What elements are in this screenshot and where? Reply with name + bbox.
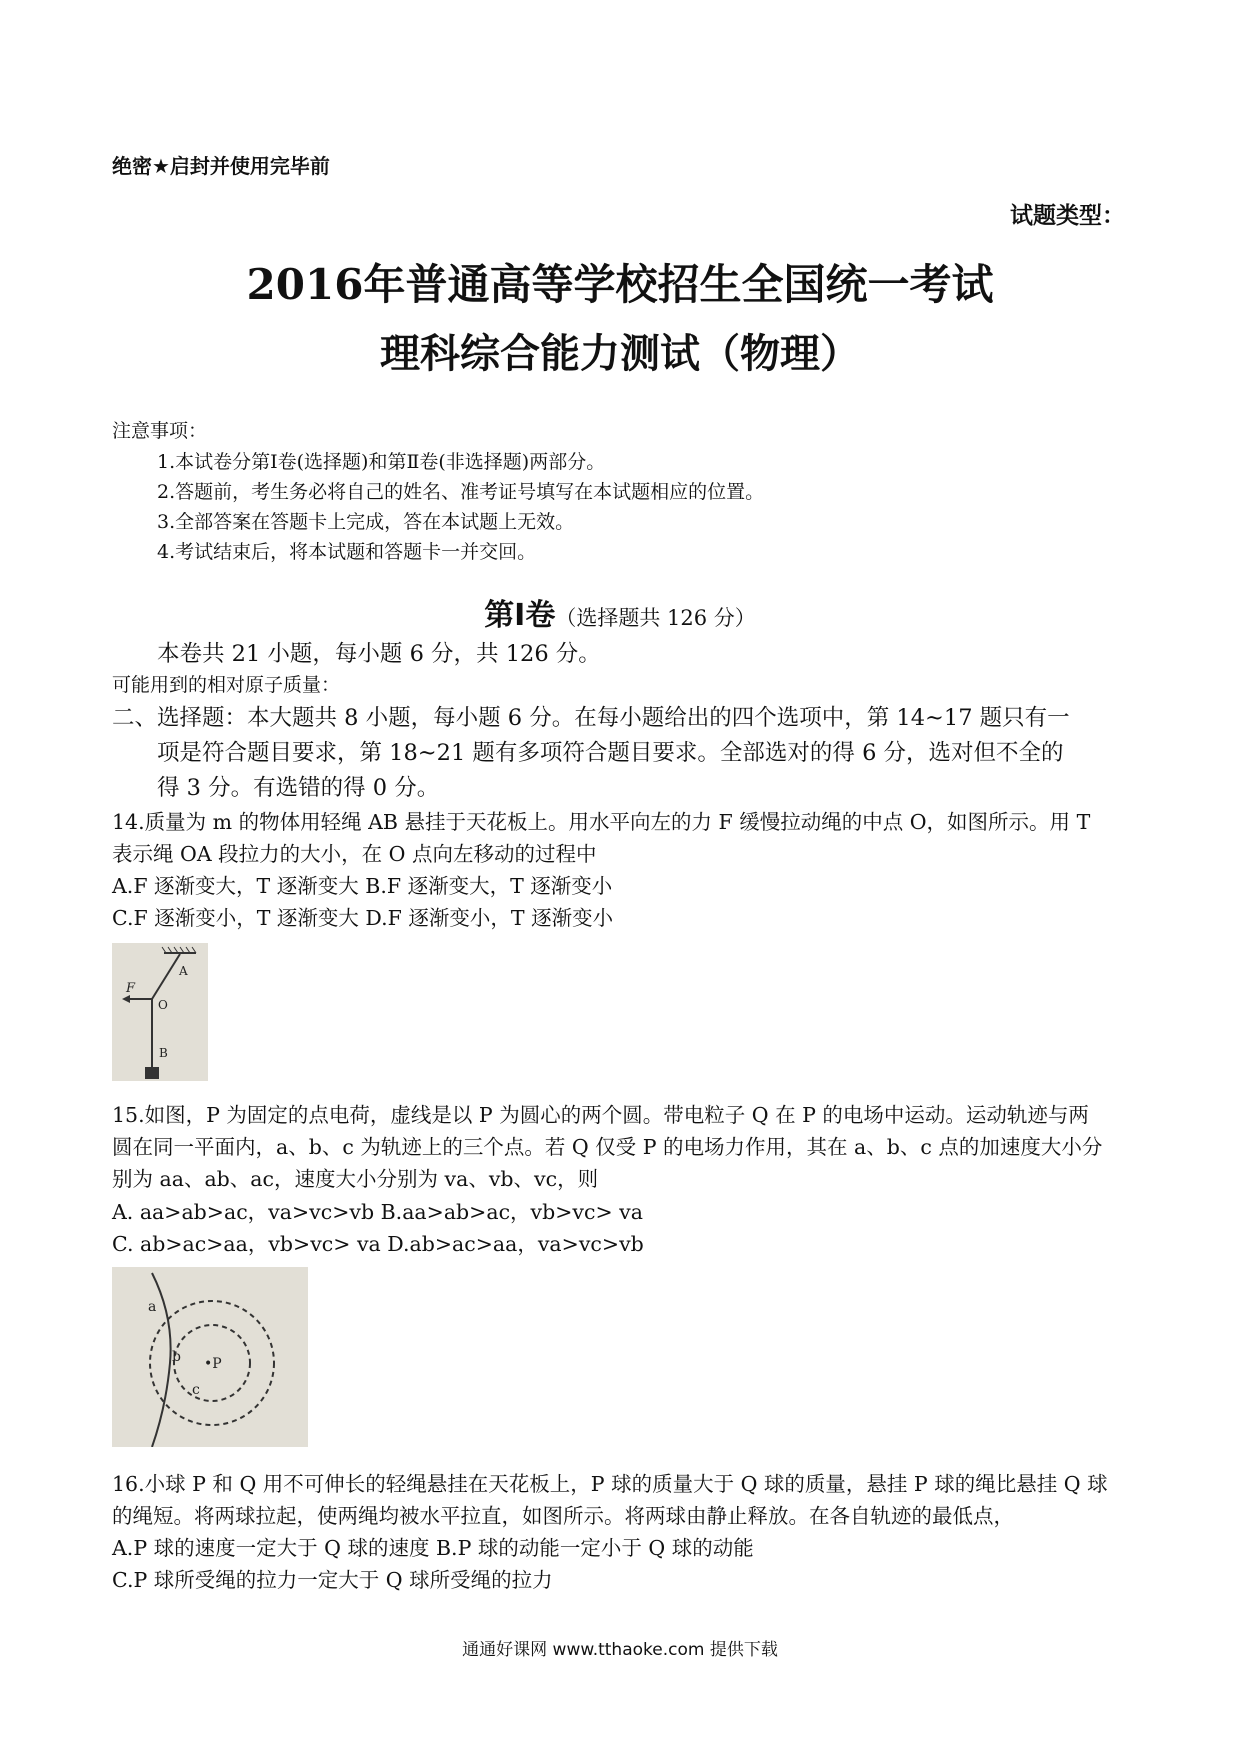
electric-field-diagram xyxy=(112,1267,308,1447)
exam-subtitle: 理科综合能力测试（物理） xyxy=(380,331,860,377)
label-B: B xyxy=(159,1046,168,1060)
note-item: 4.考试结束后，将本试题和答题卡一并交回。 xyxy=(157,541,537,563)
q14-stem: 表示绳 OA 段拉力的大小，在 O 点向左移动的过程中 xyxy=(112,842,597,866)
section-instruction: 二、选择题：本大题共 8 小题，每小题 6 分。在每小题给出的四个选项中，第 14~17 题只有一 xyxy=(112,705,1070,731)
footer-credit: 通通好课网 www.tthaoke.com 提供下载 xyxy=(462,1640,778,1660)
note-item: 1.本试卷分第Ⅰ卷(选择题)和第Ⅱ卷(非选择题)两部分。 xyxy=(157,451,606,473)
q15-stem: 15.如图，P 为固定的点电荷，虚线是以 P 为圆心的两个圆。带电粒子 Q 在 P 的电场中运动。运动轨迹与两 xyxy=(112,1103,1089,1127)
q15-figure xyxy=(112,1267,308,1447)
q16-stem: 16.小球 P 和 Q 用不可伸长的轻绳悬挂在天花板上，P 球的质量大于 Q 球的质量，悬挂 P 球的绳比悬挂 Q 球 xyxy=(112,1472,1108,1496)
label-c: c xyxy=(192,1382,200,1398)
atomic-mass-line: 可能用到的相对原子质量： xyxy=(112,674,341,696)
confidential-mark: 绝密★启封并使用完毕前 xyxy=(112,154,330,178)
note-item: 3.全部答案在答题卡上完成，答在本试题上无效。 xyxy=(157,511,575,533)
label-b: b xyxy=(172,1349,181,1365)
part-heading xyxy=(0,590,1240,634)
part-title: 第Ⅰ卷 xyxy=(484,598,556,633)
part-summary: 本卷共 21 小题，每小题 6 分，共 126 分。 xyxy=(157,641,601,667)
q14-option: A.F 逐渐变大，T 逐渐变大 B.F 逐渐变大，T 逐渐变小 xyxy=(112,874,613,898)
label-P: •P xyxy=(204,1356,222,1372)
section-instruction: 得 3 分。有选错的得 0 分。 xyxy=(157,775,440,801)
label-a: a xyxy=(148,1299,157,1315)
q15-stem: 圆在同一平面内，a、b、c 为轨迹上的三个点。若 Q 仅受 P 的电场力作用，其在 a、b、c 点的加速度大小分 xyxy=(112,1135,1103,1159)
section-instruction: 项是符合题目要求，第 18~21 题有多项符合题目要求。全部选对的得 6 分，选对但不全的 xyxy=(157,740,1064,766)
rope-diagram xyxy=(112,943,208,1081)
q14-figure xyxy=(112,943,208,1081)
part-note: （选择题共 126 分） xyxy=(555,606,756,630)
q15-option: C. ab>ac>aa，vb>vc> va D.ab>ac>aa，va>vc>vb xyxy=(112,1232,644,1256)
q14-stem: 14.质量为 m 的物体用轻绳 AB 悬挂于天花板上。用水平向左的力 F 缓慢拉动绳的中点 O，如图所示。用 T xyxy=(112,810,1091,834)
q16-stem: 的绳短。将两球拉起，使两绳均被水平拉直，如图所示。将两球由静止释放。在各自轨迹的最低点， xyxy=(112,1504,1014,1528)
exam-title: 2016年普通高等学校招生全国统一考试 xyxy=(246,260,994,309)
note-item: 2.答题前，考生务必将自己的姓名、准考证号填写在本试题相应的位置。 xyxy=(157,481,765,503)
label-A: A xyxy=(179,964,188,978)
question-type-label: 试题类型： xyxy=(1010,203,1125,229)
q16-option: A.P 球的速度一定大于 Q 球的速度 B.P 球的动能一定小于 Q 球的动能 xyxy=(112,1536,754,1560)
q15-option: A. aa>ab>ac，va>vc>vb B.aa>ab>ac，vb>vc> va xyxy=(112,1200,643,1224)
label-F: F xyxy=(126,981,136,996)
q15-stem: 别为 aa、ab、ac，速度大小分别为 va、vb、vc，则 xyxy=(112,1167,599,1191)
notes-heading: 注意事项： xyxy=(112,420,208,442)
label-O: O xyxy=(158,998,168,1012)
q14-option: C.F 逐渐变小，T 逐渐变大 D.F 逐渐变小，T 逐渐变小 xyxy=(112,906,614,930)
q16-option: C.P 球所受绳的拉力一定大于 Q 球所受绳的拉力 xyxy=(112,1568,553,1592)
